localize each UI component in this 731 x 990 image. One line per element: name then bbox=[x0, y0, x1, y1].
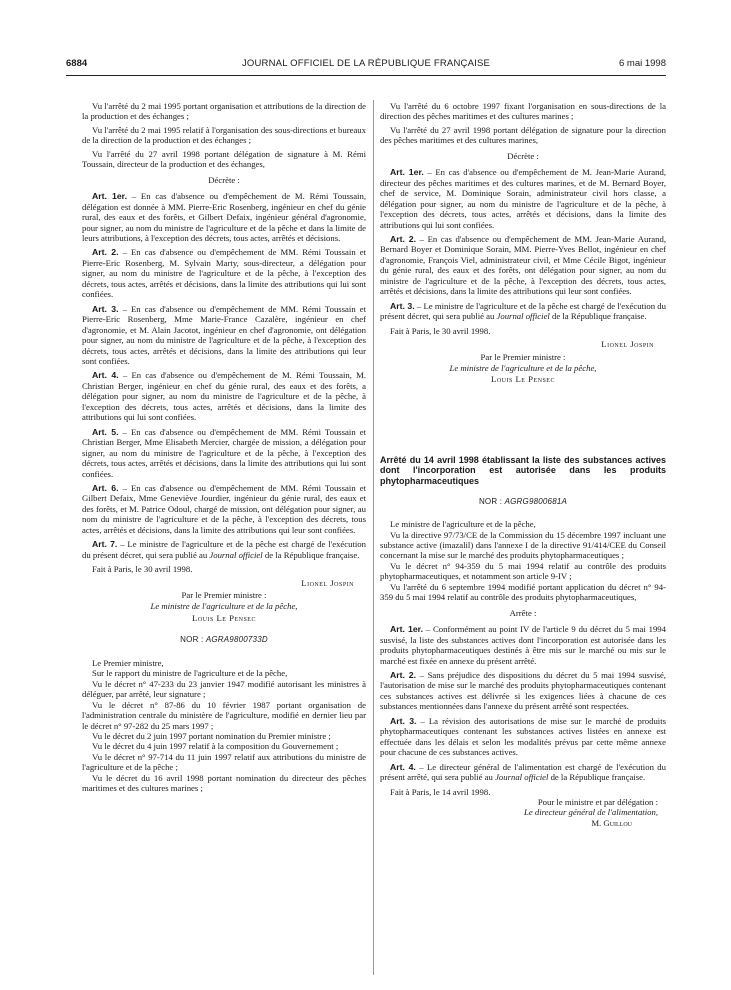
ministre-intro: Le ministre de l'agriculture et de la pêche, bbox=[390, 519, 536, 530]
issue-date: 6 mai 1998 bbox=[618, 58, 666, 69]
visa: Vu la directive 97/73/CE de la Commission du 15 décembre 1997 incluant une substance active (imazalil) dans l'annexe I de la directive 91/414/CEE du Conseil concernant la mise sur le marché des produits phytopharmaceutiques ; bbox=[380, 529, 666, 561]
article bbox=[82, 539, 366, 560]
par-premier-ministre: Par le Premier ministre : bbox=[480, 351, 566, 362]
right-column bbox=[380, 101, 666, 828]
visa: Vu l'arrêté du 2 mai 1995 portant organisation et attributions de la direction de la production et des échanges ; bbox=[82, 101, 366, 122]
visa: Vu l'arrêté du 6 septembre 1994 modifié portant application du décret n° 94-359 du 5 mai 1994 relatif au contrôle des produits phytopharmaceutiques, bbox=[380, 581, 666, 603]
article-text: de la République française. bbox=[548, 772, 646, 783]
visa: Vu l'arrêté du 27 avril 1998 portant délégation de signature pour la direction des pêches maritimes et des cultures marines, bbox=[380, 124, 666, 146]
article-text: de la République française. bbox=[262, 549, 360, 560]
article-label: Art. 2. bbox=[390, 670, 417, 680]
dg-name: M. Guillou bbox=[591, 817, 632, 828]
article-text: – En cas d'absence ou d'empêchement de M. Jean-Marie Aurand, directeur des pêches maritimes et des cultures marines, et de M. Bernard Boyer, chef de service, M. Dominique Sorain, administrateur civil hors classe, a délégation pour signer, au nom du ministre de l'agriculture et de la pêche, à l'exception des décrets, tous actes, arrêtés et décisions, dans la limite des attributions qui lui sont confiées. bbox=[380, 167, 666, 230]
article-label: Art. 7. bbox=[92, 539, 118, 550]
article-label: Art. 4. bbox=[390, 761, 416, 772]
page-number: 6884 bbox=[66, 58, 88, 69]
article-label: Art. 2. bbox=[390, 233, 417, 244]
article bbox=[380, 624, 666, 666]
article-label: Art. 5. bbox=[92, 426, 119, 437]
decrete-heading: Décrète : bbox=[208, 174, 240, 185]
visa: Vu le décret n° 97-714 du 11 juin 1997 relatif aux attributions du ministre de l'agriculture et de la pêche ; bbox=[82, 751, 366, 773]
visa: Vu le décret du 4 juin 1997 relatif à la composition du Gouvernement ; bbox=[92, 741, 339, 752]
signer-name: Lionel Jospin bbox=[601, 339, 654, 350]
article-label: Art. 3. bbox=[92, 303, 119, 314]
fait-line: Fait à Paris, le 30 avril 1998. bbox=[92, 564, 193, 575]
column-divider bbox=[373, 100, 374, 975]
article bbox=[82, 483, 366, 535]
arrete-title: Arrêté du 14 avril 1998 établissant la liste des substances actives dont l'incorporation est autorisée dans les produits phytopharmaceutiques bbox=[380, 454, 666, 487]
article-text: – En cas d'absence ou d'empêchement de M. Rémi Toussain, M. Christian Berger, ingénieur en chef du génie rural, des eaux et des forêts, a délégation pour signer, au nom du ministre de l'agriculture et de la pêche, à l'exception des décrets, tous actes, arrêtés et décisions, dans la limite des attributions qui lui sont confiées. bbox=[82, 370, 366, 423]
visa: Sur le rapport du ministre de l'agriculture et de la pêche, bbox=[92, 668, 288, 679]
article-text: – En cas d'absence ou d'empêchement de M. Rémi Toussain, délégation est donnée à MM. Pierre-Eric Rosenberg, ingénieur en chef du génie rural, des eaux et des forêts, et Gilbert Defaix, ingénieur général d'agronomie, pour signer, au nom du ministre de l'agriculture et de la pêche et dans la limite de leurs attributions, à l'exception des décrets, tous actes, arrêtés et décisions. bbox=[82, 191, 366, 243]
ministre-name: Louis Le Pensec bbox=[491, 374, 555, 385]
article-text: – Conformément au point IV de l'article 9 du décret du 5 mai 1994 susvisé, la liste des substances actives dont l'incorporation est autorisée dans les produits phytopharmaceutiques destinés à être mis sur le marché ou mis sur le marché est fixée en annexe du présent arrêté. bbox=[380, 624, 666, 666]
visa: Vu l'arrêté du 27 avril 1998 portant délégation de signature à M. Rémi Toussain, directeur de la production et des échanges, bbox=[82, 148, 366, 170]
nor-prefix: NOR : bbox=[478, 496, 505, 506]
nor-reference bbox=[380, 497, 666, 507]
article-text: – En cas d'absence ou d'empêchement de MM. Rémi Toussain et Christian Berger, Mme Elisabeth Mercier, chargée de mission, a délégation pour signer, au nom du ministre de l'agriculture et de la pêche, à l'exception des décrets, tous actes, arrêtés et décisions, dans la limite des attributions qui lui sont confiées. bbox=[82, 426, 367, 479]
nor-reference bbox=[82, 635, 366, 645]
article bbox=[82, 304, 366, 367]
left-column bbox=[82, 101, 366, 794]
visa: Vu l'arrêté du 6 octobre 1997 fixant l'organisation en sous-directions de la direction des pêches maritimes et des cultures marines ; bbox=[380, 101, 666, 122]
article bbox=[380, 762, 666, 783]
fait-line: Fait à Paris, le 14 avril 1998. bbox=[390, 786, 491, 797]
journal-name: Journal officiel bbox=[496, 311, 550, 322]
ministre-title: Le ministre de l'agriculture et de la pêche, bbox=[449, 362, 597, 373]
article bbox=[82, 370, 366, 422]
visa: Vu le décret du 16 avril 1998 portant nomination du directeur des pêches maritimes et des cultures marines ; bbox=[82, 772, 366, 794]
article-label: Art. 1er. bbox=[92, 191, 127, 202]
premier-ministre: Le Premier ministre, bbox=[92, 657, 164, 668]
article-text: de la République française. bbox=[549, 311, 647, 322]
article bbox=[380, 301, 666, 322]
nor-prefix: NOR : bbox=[180, 635, 206, 645]
article-label: Art. 3. bbox=[390, 715, 417, 726]
article-label: Art. 1er. bbox=[390, 167, 424, 178]
ministre-name: Louis Le Pensec bbox=[192, 612, 256, 623]
article bbox=[82, 247, 366, 299]
article bbox=[380, 234, 666, 297]
visa: Vu le décret du 2 juin 1997 portant nomination du Premier ministre ; bbox=[92, 731, 331, 742]
decrete-heading: Décrète : bbox=[507, 150, 539, 161]
dg-title: Le directeur général de l'alimentation, bbox=[524, 807, 658, 818]
delegation-line: Pour le ministre et par délégation : bbox=[537, 796, 658, 807]
article-text: – Sans préjudice des dispositions du décret du 5 mai 1994 susvisé, l'autorisation de mise sur le marché des produits phytopharmaceutiques contenant ces substances actives est délivrée si les exigences liées à chacune de ces substances mentionnées dans l'annexe du présent arrêté sont respectées. bbox=[380, 670, 666, 712]
article-text: – En cas d'absence ou d'empêchement de MM. Rémi Toussain et Gilbert Defaix, Mme Geneviève Jourdier, ingénieur du génie rural, des eaux et des forêts, et M. Patrice Odoul, chargé de mission, ont délégation pour signer, au nom du ministre de l'agriculture et de la pêche, à l'exception des décrets, tous actes, arrêtés et décisions, dans la limite des attributions qui leur sont confiées. bbox=[82, 482, 367, 535]
signer-name: Lionel Jospin bbox=[301, 577, 354, 588]
article-label: Art. 1er. bbox=[390, 624, 423, 635]
journal-name: Journal officiel bbox=[495, 772, 549, 783]
par-premier-ministre: Par le Premier ministre : bbox=[181, 590, 267, 601]
article-label: Art. 4. bbox=[92, 370, 119, 381]
page-header bbox=[66, 58, 666, 76]
visa: Vu le décret n° 94-359 du 5 mai 1994 relatif au contrôle des produits phytopharmaceutiques, et notamment son article 9-IV ; bbox=[380, 560, 666, 582]
article-text: – Le ministre de l'agriculture et de la pêche est chargé de l'exécution du présent décret, qui sera publié au bbox=[380, 300, 666, 322]
article bbox=[380, 670, 666, 712]
article-label: Art. 2. bbox=[92, 247, 119, 258]
visa: Vu l'arrêté du 2 mai 1995 relatif à l'organisation des sous-directions et bureaux de la direction de la production et des échanges ; bbox=[82, 124, 366, 146]
journal-title: JOURNAL OFFICIEL DE LA RÉPUBLIQUE FRANÇAISE bbox=[241, 58, 491, 69]
fait-line: Fait à Paris, le 30 avril 1998. bbox=[390, 325, 491, 336]
visa: Vu le décret n° 87-86 du 10 février 1987 portant organisation de l'administration centrale du ministère de l'agriculture, modifié en dernier lieu par le décret n° 97-282 du 25 mars 1997 ; bbox=[82, 699, 366, 731]
article-text: – En cas d'absence ou d'empêchement de MM. Rémi Toussain et Pierre-Eric Rosenberg, Mme Marie-France Cazalère, ingénieur en chef d'agronomie, et M. Alain Jacotot, ingénieur en chef d'agronomie, ont délégation pour signer, au nom du ministre de l'agriculture et de la pêche, à l'exception des décrets, tous actes, arrêtés et décisions, dans la limite des attributions qui leur sont confiées. bbox=[82, 303, 367, 366]
article bbox=[380, 167, 666, 230]
article-text: – Le ministre de l'agriculture et de la pêche est chargé de l'exécution du présent décret, qui sera publié au bbox=[82, 539, 366, 560]
article-text: – En cas d'absence ou d'empêchement de MM. Rémi Toussain et Pierre-Eric Rosenberg, M. Sylvain Marty, sous-directeur, a délégation pour signer, au nom du ministre de l'agriculture et de la pêche, à l'exception des décrets, tous actes, arrêtés et décisions, dans la limite des attributions qui lui sont confiées. bbox=[82, 247, 367, 300]
nor-code: AGRG9800681A bbox=[504, 496, 568, 506]
article-label: Art. 6. bbox=[92, 482, 119, 493]
visa: Vu le décret n° 47-233 du 23 janvier 1947 modifié autorisant les ministres à déléguer, par arrêté, leur signature ; bbox=[82, 678, 366, 700]
article-text: – En cas d'absence ou d'empêchement de MM. Jean-Marie Aurand, Bernard Boyer et Dominique Sorain, MM. Pierre-Yves Bellot, ingénieur en chef d'agronomie, François Viel, administrateur civil, et Mme Cécile Bigot, ingénieur du génie rural, des eaux et des forêts, ont délégation pour signer, au nom du ministre de l'agriculture et de la pêche, à l'exception des décrets, tous actes, arrêtés et décisions, dans la limite des attributions qui leur sont confiées. bbox=[380, 233, 666, 297]
article-text: – Le directeur général de l'alimentation est chargé de l'exécution du présent arrêté, qui sera publié au bbox=[380, 761, 666, 783]
arrete-heading: Arrête : bbox=[509, 607, 537, 618]
article-text: – La révision des autorisations de mise sur le marché de produits phytopharmaceutiques contenant les substances actives listées en annexe est effectuée dans les délais et selon les modalités prévus par cette même annexe pour chacune de ces substances actives. bbox=[380, 715, 666, 758]
journal-name: Journal officiel bbox=[209, 549, 263, 560]
article bbox=[82, 427, 366, 479]
nor-code: AGRA9800733D bbox=[205, 635, 268, 645]
article bbox=[82, 191, 366, 243]
ministre-title: Le ministre de l'agriculture et de la pêche, bbox=[150, 601, 298, 612]
article-label: Art. 3. bbox=[390, 300, 415, 311]
article bbox=[380, 716, 666, 758]
